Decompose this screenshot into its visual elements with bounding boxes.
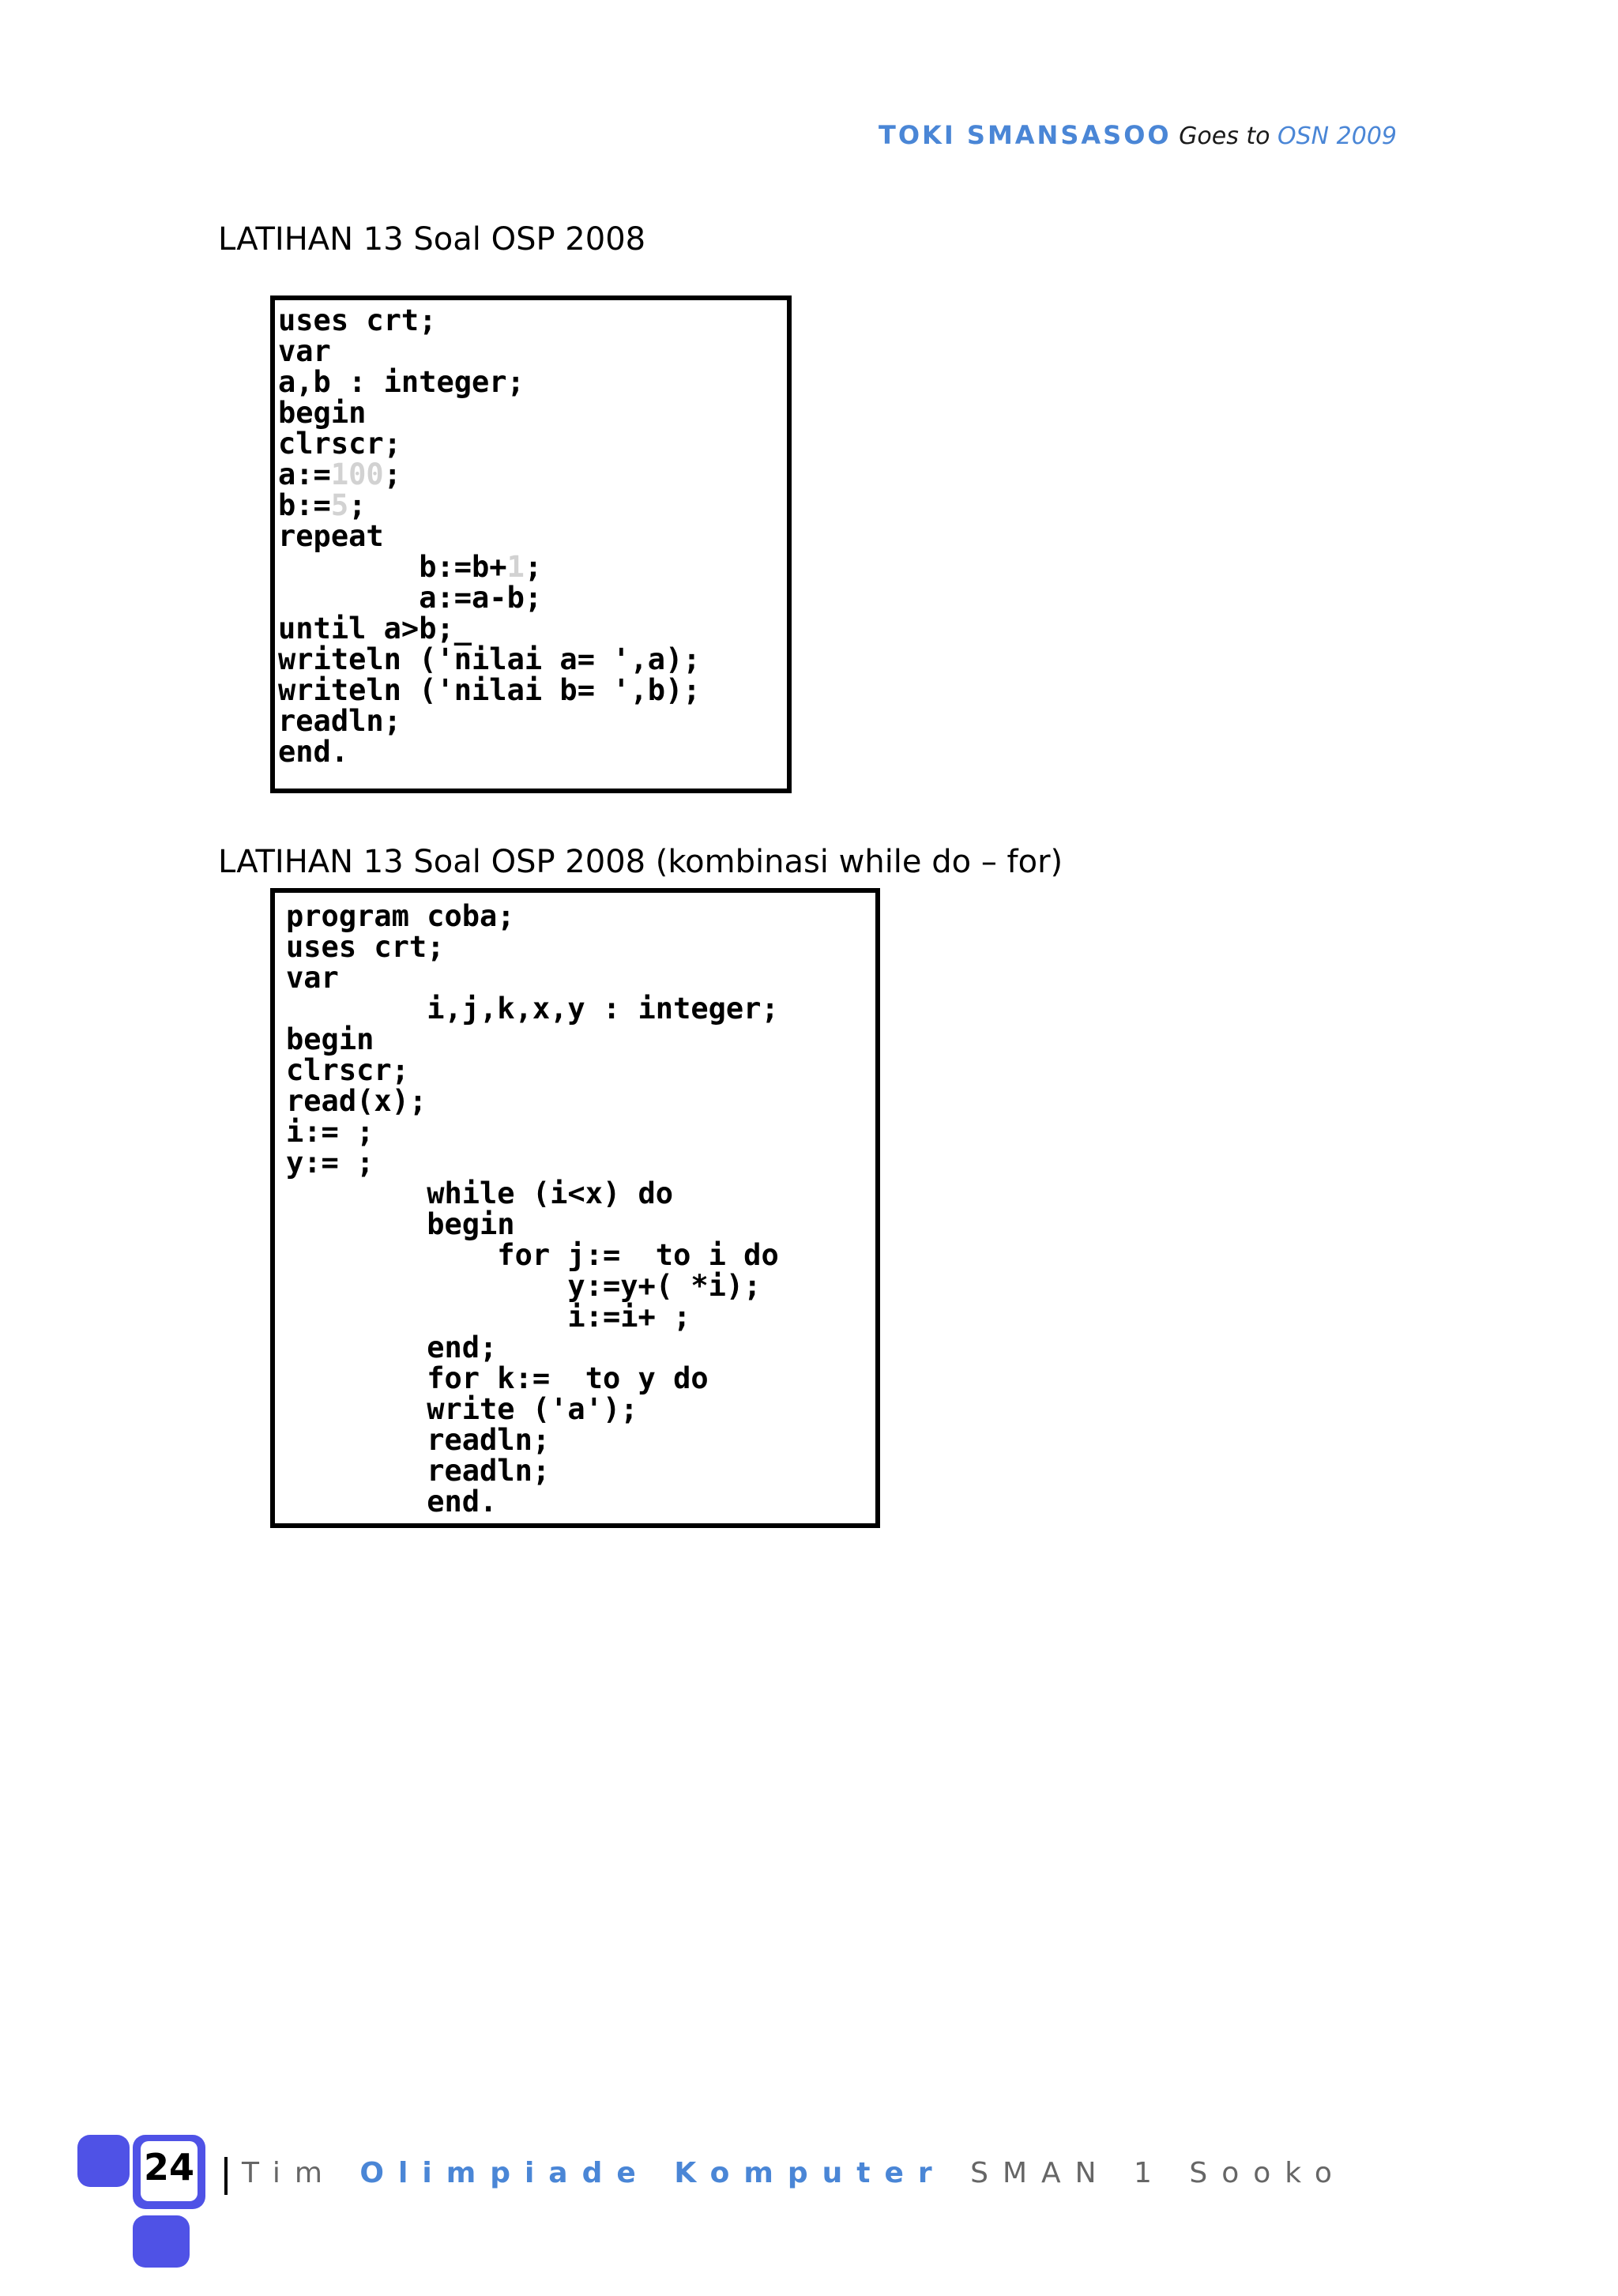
section-title-2: LATIHAN 13 Soal OSP 2008 (kombinasi while do – for) [218,844,1063,880]
code-line [286,1086,779,1116]
code-text: begin [286,1022,374,1056]
code-listing-1 [270,295,792,793]
code-line [278,428,701,459]
code-line [278,613,701,644]
code-line [286,1394,779,1425]
footer-divider [224,2157,228,2195]
code-text: var [278,334,331,368]
header-event: OSN 2009 [1277,122,1397,150]
code-line [286,1425,779,1455]
code-text: readln; [278,704,401,738]
code-line [286,1332,779,1363]
code-line [278,675,701,706]
code-text: y:=y+( *i); [286,1269,762,1303]
code-text: ; [524,550,543,584]
page-number: 24 [143,2146,194,2189]
code-line [278,582,701,613]
code-text: i,j,k,x,y : integer; [286,992,779,1026]
code-text: a,b : integer; [278,365,525,399]
code-line [278,706,701,736]
code-text: i:= ; [286,1115,374,1149]
code-text: end; [286,1331,498,1364]
code-line [278,336,701,367]
code-text: program coba; [286,899,515,933]
code-block-1 [278,305,701,767]
code-line [286,1024,779,1055]
code-text: end. [278,735,349,769]
footer-text-olympiad: Olimpiade Komputer [359,2157,971,2189]
code-text: for k:= to y do [286,1361,709,1395]
code-text: write ('a'); [286,1392,638,1426]
code-text: begin [278,396,367,430]
code-text: read(x); [286,1084,427,1118]
code-line [278,644,701,675]
code-line [286,962,779,993]
code-line [286,1116,779,1147]
footer-square-bottom [133,2215,190,2268]
code-line [286,932,779,962]
code-text: uses crt; [278,303,437,337]
code-line [286,993,779,1024]
code-text: a:= [278,457,331,491]
code-listing-2 [270,888,880,1528]
code-text: b:= [278,488,331,522]
code-text: writeln ('nilai b= ',b); [278,673,701,707]
code-line [286,1147,779,1178]
code-line [286,1363,779,1394]
code-line [278,521,701,551]
code-line [286,1270,779,1301]
code-faint-value: 100 [330,457,384,491]
code-text: readln; [286,1423,551,1457]
code-faint-value: 5 [330,488,349,522]
code-text: readln; [286,1454,551,1488]
code-text: var [286,961,339,995]
code-text: clrscr; [278,427,401,461]
code-block-2 [286,901,779,1517]
code-text: b:=b+ [278,550,507,584]
footer-square-left [77,2135,130,2187]
code-line [278,490,701,521]
code-text: ; [348,488,367,522]
code-line [286,1486,779,1517]
code-line [286,1455,779,1486]
footer-text-school: SMAN 1 Sooko [970,2157,1346,2189]
code-line [278,367,701,397]
code-line [278,397,701,428]
header-middle-text: Goes to [1171,122,1278,150]
code-text: a:=a-b; [278,581,543,615]
code-line [278,551,701,582]
code-text: begin [286,1207,515,1241]
code-faint-value: 1 [506,550,525,584]
code-text: for j:= to i do [286,1238,779,1272]
code-text: clrscr; [286,1053,409,1087]
code-line [278,736,701,767]
code-text: until a>b;_ [278,612,472,646]
header-logo: TOKI SMANSASOO [879,120,1172,150]
code-text: y:= ; [286,1146,374,1180]
code-line [286,901,779,932]
page-header [879,120,1397,150]
code-line [278,305,701,336]
code-text: i:=i+ ; [286,1300,691,1334]
code-line [278,459,701,490]
code-text: writeln ('nilai a= ',a); [278,642,701,676]
code-text: uses crt; [286,930,445,964]
section-title-1: LATIHAN 13 Soal OSP 2008 [218,221,646,258]
footer-text [242,2157,1346,2189]
code-text: repeat [278,519,384,553]
code-text: while (i<x) do [286,1176,674,1210]
code-line [286,1240,779,1270]
code-text: ; [383,457,401,491]
code-line [286,1178,779,1209]
code-line [286,1209,779,1240]
code-line [286,1055,779,1086]
footer-text-team: Tim [242,2157,360,2189]
code-line [286,1301,779,1332]
code-text: end. [286,1485,498,1519]
